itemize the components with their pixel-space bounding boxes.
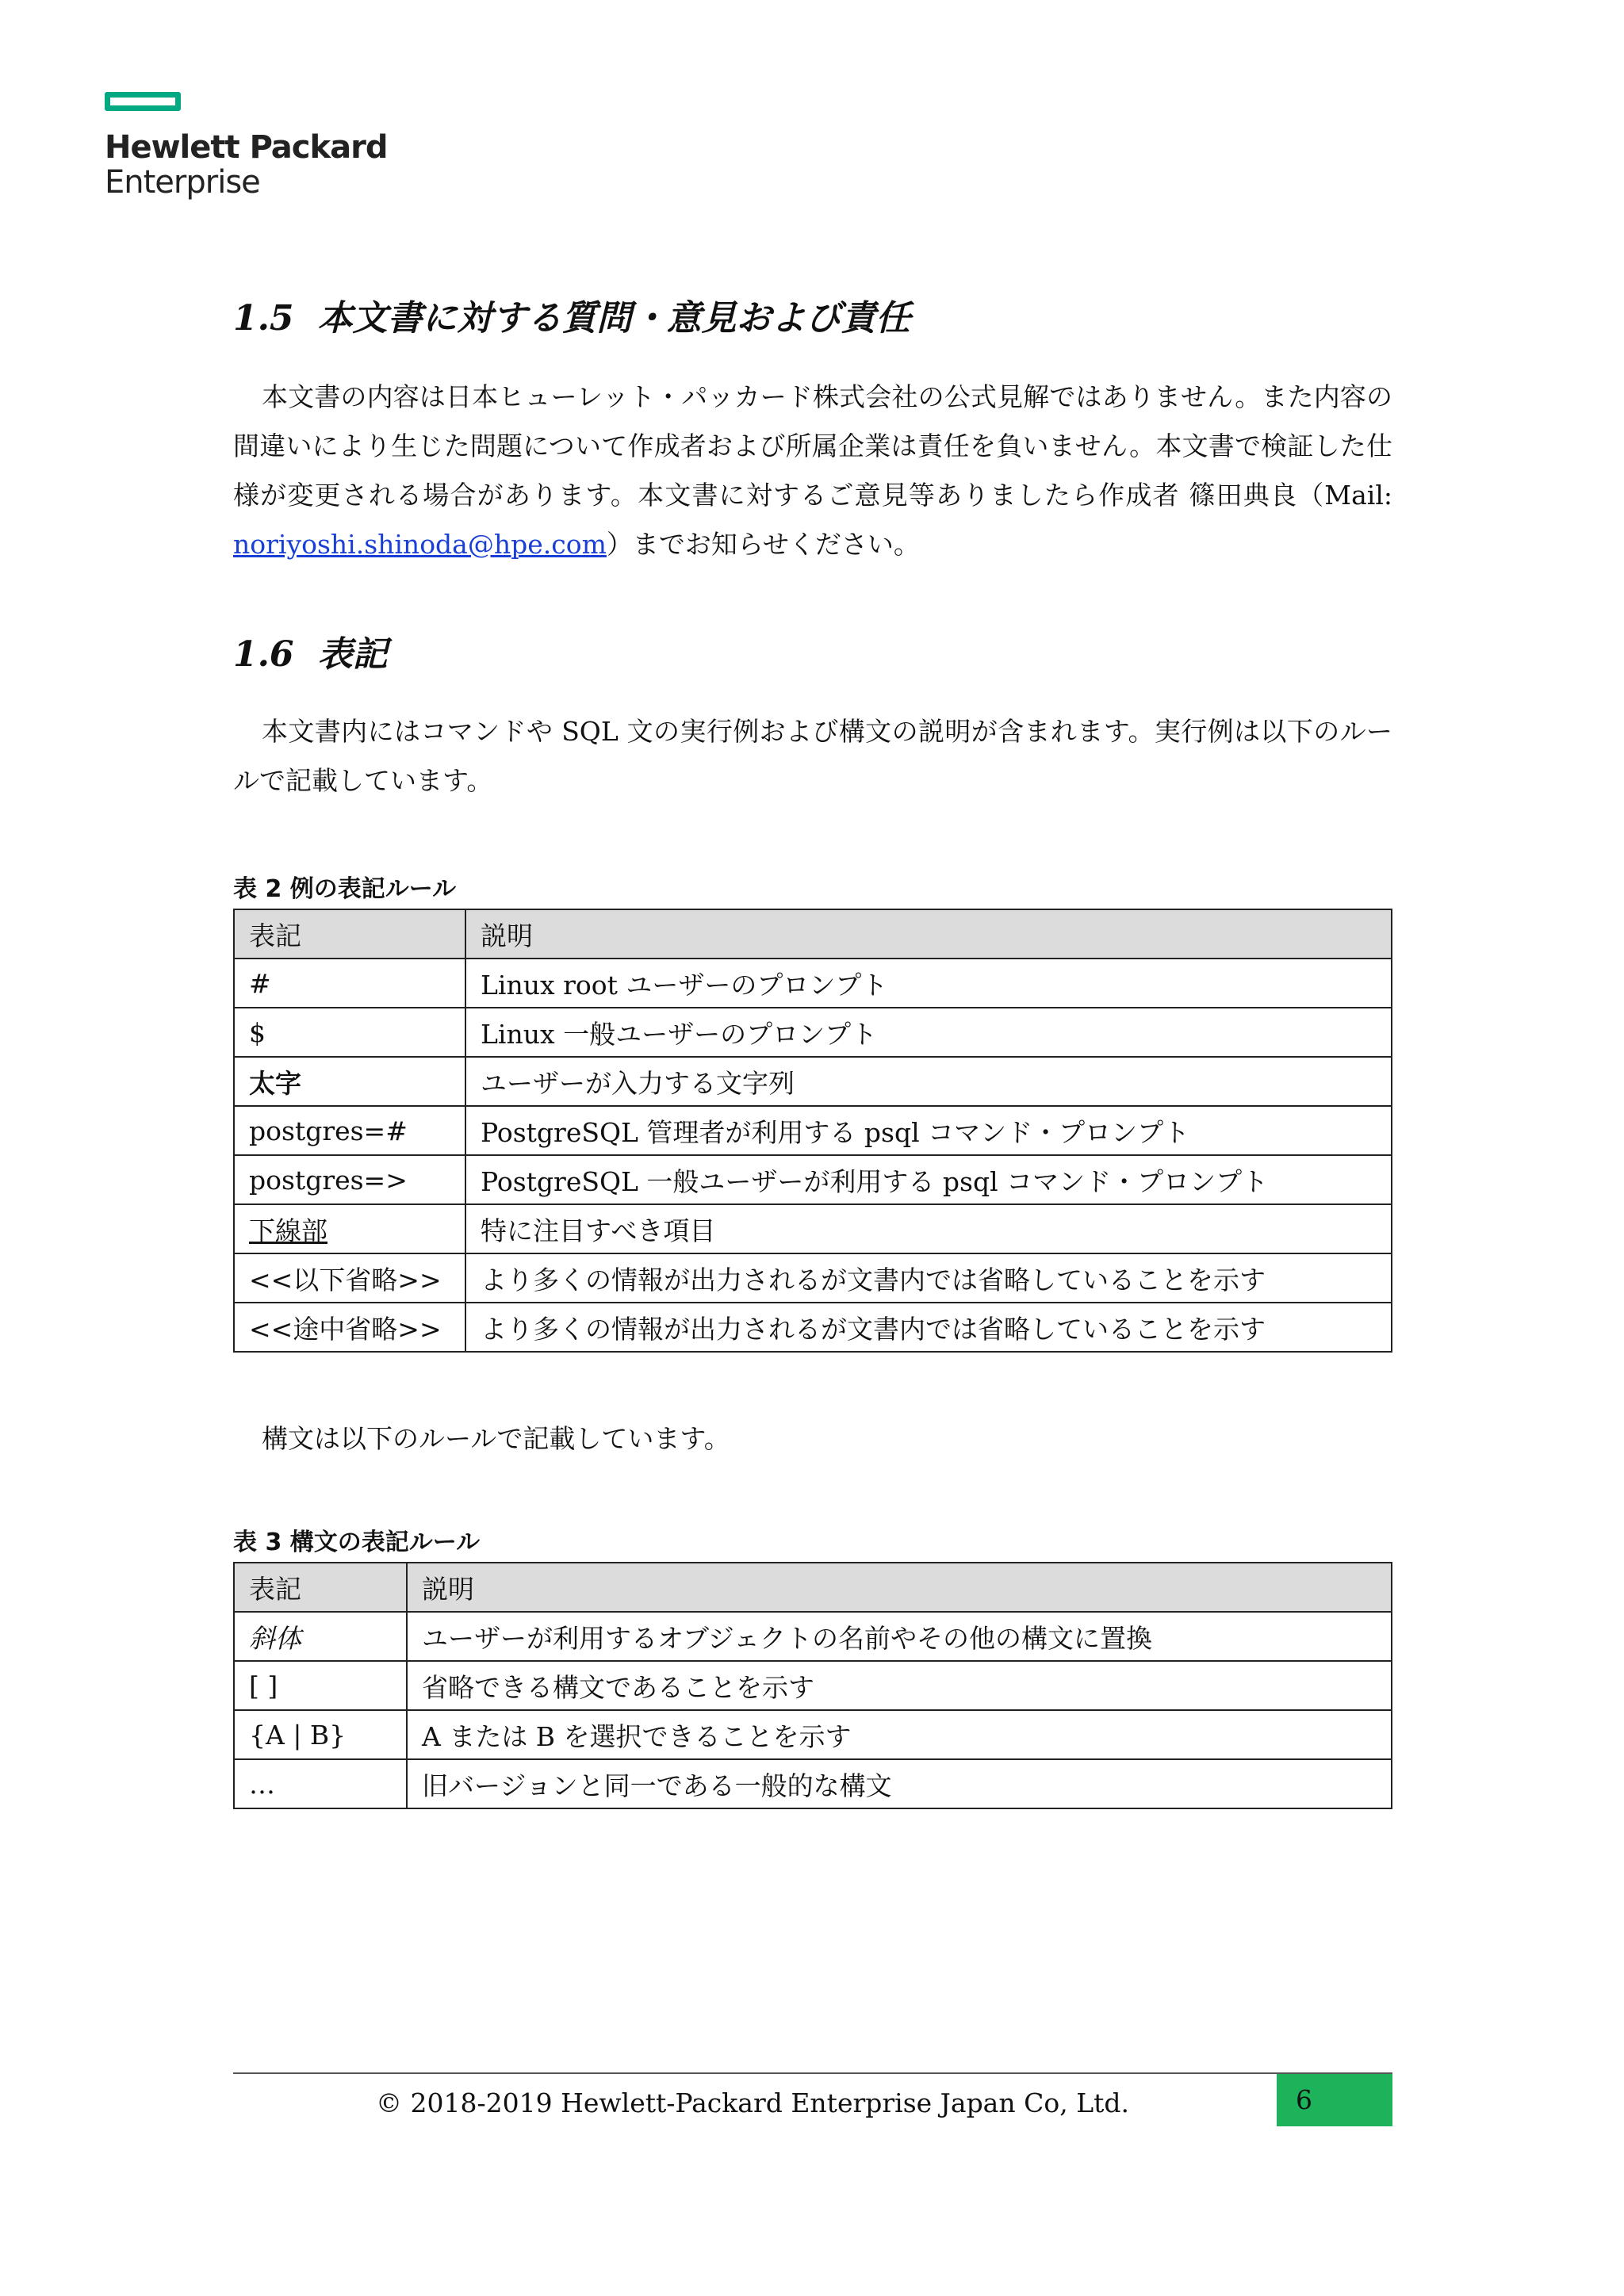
notation-cell: 斜体	[234, 1612, 407, 1661]
section-1-6-heading	[233, 631, 388, 679]
table2	[233, 909, 1392, 1353]
table-row	[234, 1759, 1392, 1808]
table-row	[234, 1661, 1392, 1710]
notation-cell: {A | B}	[234, 1710, 407, 1759]
description-cell: Linux 一般ユーザーのプロンプト	[465, 1008, 1392, 1057]
notation-cell: postgres=#	[234, 1106, 465, 1155]
logo-text-line2: Enterprise	[105, 164, 260, 201]
table-header: 表記	[234, 909, 465, 959]
notation-cell: …	[234, 1759, 407, 1808]
description-cell: ユーザーが入力する文字列	[465, 1057, 1392, 1106]
description-cell: より多くの情報が出力されるが文書内では省略していることを示す	[465, 1303, 1392, 1352]
section-1-6-intro: 本文書内にはコマンドや SQL 文の実行例および構文の説明が含まれます。実行例は以下のルールで記載しています。	[233, 716, 1392, 796]
description-cell: 特に注目すべき項目	[465, 1204, 1392, 1253]
description-cell: より多くの情報が出力されるが文書内では省略していることを示す	[465, 1253, 1392, 1303]
notation-cell: 太字	[234, 1057, 465, 1106]
description-cell: PostgreSQL 管理者が利用する psql コマンド・プロンプト	[465, 1106, 1392, 1155]
description-cell: ユーザーが利用するオブジェクトの名前やその他の構文に置換	[407, 1612, 1392, 1661]
table-row	[234, 1303, 1392, 1352]
paragraph-text-end: ）までお知らせください。	[606, 529, 920, 560]
description-cell: 旧バージョンと同一である一般的な構文	[407, 1759, 1392, 1808]
notation-cell: #	[234, 959, 465, 1008]
hpe-logo-mark	[105, 92, 181, 111]
table-row	[234, 1253, 1392, 1303]
hpe-logo	[105, 92, 387, 200]
footer-copyright: © 2018-2019 Hewlett-Packard Enterprise Japan Co, Ltd.	[376, 2087, 1129, 2118]
table3-caption: 表 3 構文の表記ルール	[233, 1529, 481, 1556]
notation-cell: [ ]	[234, 1661, 407, 1710]
table-row	[234, 959, 1392, 1008]
section-1-6-title: 表記	[317, 634, 388, 675]
section-1-5-number: 1.5	[233, 298, 294, 339]
table-header: 表記	[234, 1563, 407, 1612]
description-cell: PostgreSQL 一般ユーザーが利用する psql コマンド・プロンプト	[465, 1155, 1392, 1204]
description-cell: Linux root ユーザーのプロンプト	[465, 959, 1392, 1008]
table-row	[234, 1155, 1392, 1204]
table-header-row	[234, 909, 1392, 959]
footer-divider	[233, 2072, 1392, 2074]
table-row	[234, 1612, 1392, 1661]
notation-cell: postgres=>	[234, 1155, 465, 1204]
table2-caption: 表 2 例の表記ルール	[233, 875, 457, 903]
paragraph-text: 本文書の内容は日本ヒューレット・パッカード株式会社の公式見解ではありません。また内容の間違いにより生じた問題について作成者および所属企業は責任を負いません。本文書で検証した仕様が変更される場合があります。本文書に対するご意見等ありましたら作成者 篠田典良（Mail:	[233, 381, 1392, 511]
notation-cell: <<以下省略>>	[234, 1253, 465, 1303]
section-1-5-paragraph	[233, 373, 1392, 569]
table-row	[234, 1710, 1392, 1759]
table-row	[234, 1204, 1392, 1253]
notation-cell: <<途中省略>>	[234, 1303, 465, 1352]
page-number: 6	[1277, 2074, 1392, 2126]
section-1-5-heading	[233, 295, 911, 342]
notation-cell: $	[234, 1008, 465, 1057]
logo-text-line1: Hewlett Packard	[105, 129, 388, 166]
notation-cell: 下線部	[234, 1204, 465, 1253]
table-row	[234, 1106, 1392, 1155]
table-row	[234, 1008, 1392, 1057]
table3	[233, 1562, 1392, 1809]
table-header: 説明	[407, 1563, 1392, 1612]
table-row	[234, 1057, 1392, 1106]
syntax-intro: 構文は以下のルールで記載しています。	[262, 1423, 730, 1454]
section-1-5-title: 本文書に対する質問・意見および責任	[317, 298, 911, 339]
email-link[interactable]: noriyoshi.shinoda@hpe.com	[233, 529, 607, 560]
description-cell: 省略できる構文であることを示す	[407, 1661, 1392, 1710]
description-cell: A または B を選択できることを示す	[407, 1710, 1392, 1759]
table-header: 説明	[465, 909, 1392, 959]
section-1-6-number: 1.6	[233, 634, 294, 675]
table-header-row	[234, 1563, 1392, 1612]
